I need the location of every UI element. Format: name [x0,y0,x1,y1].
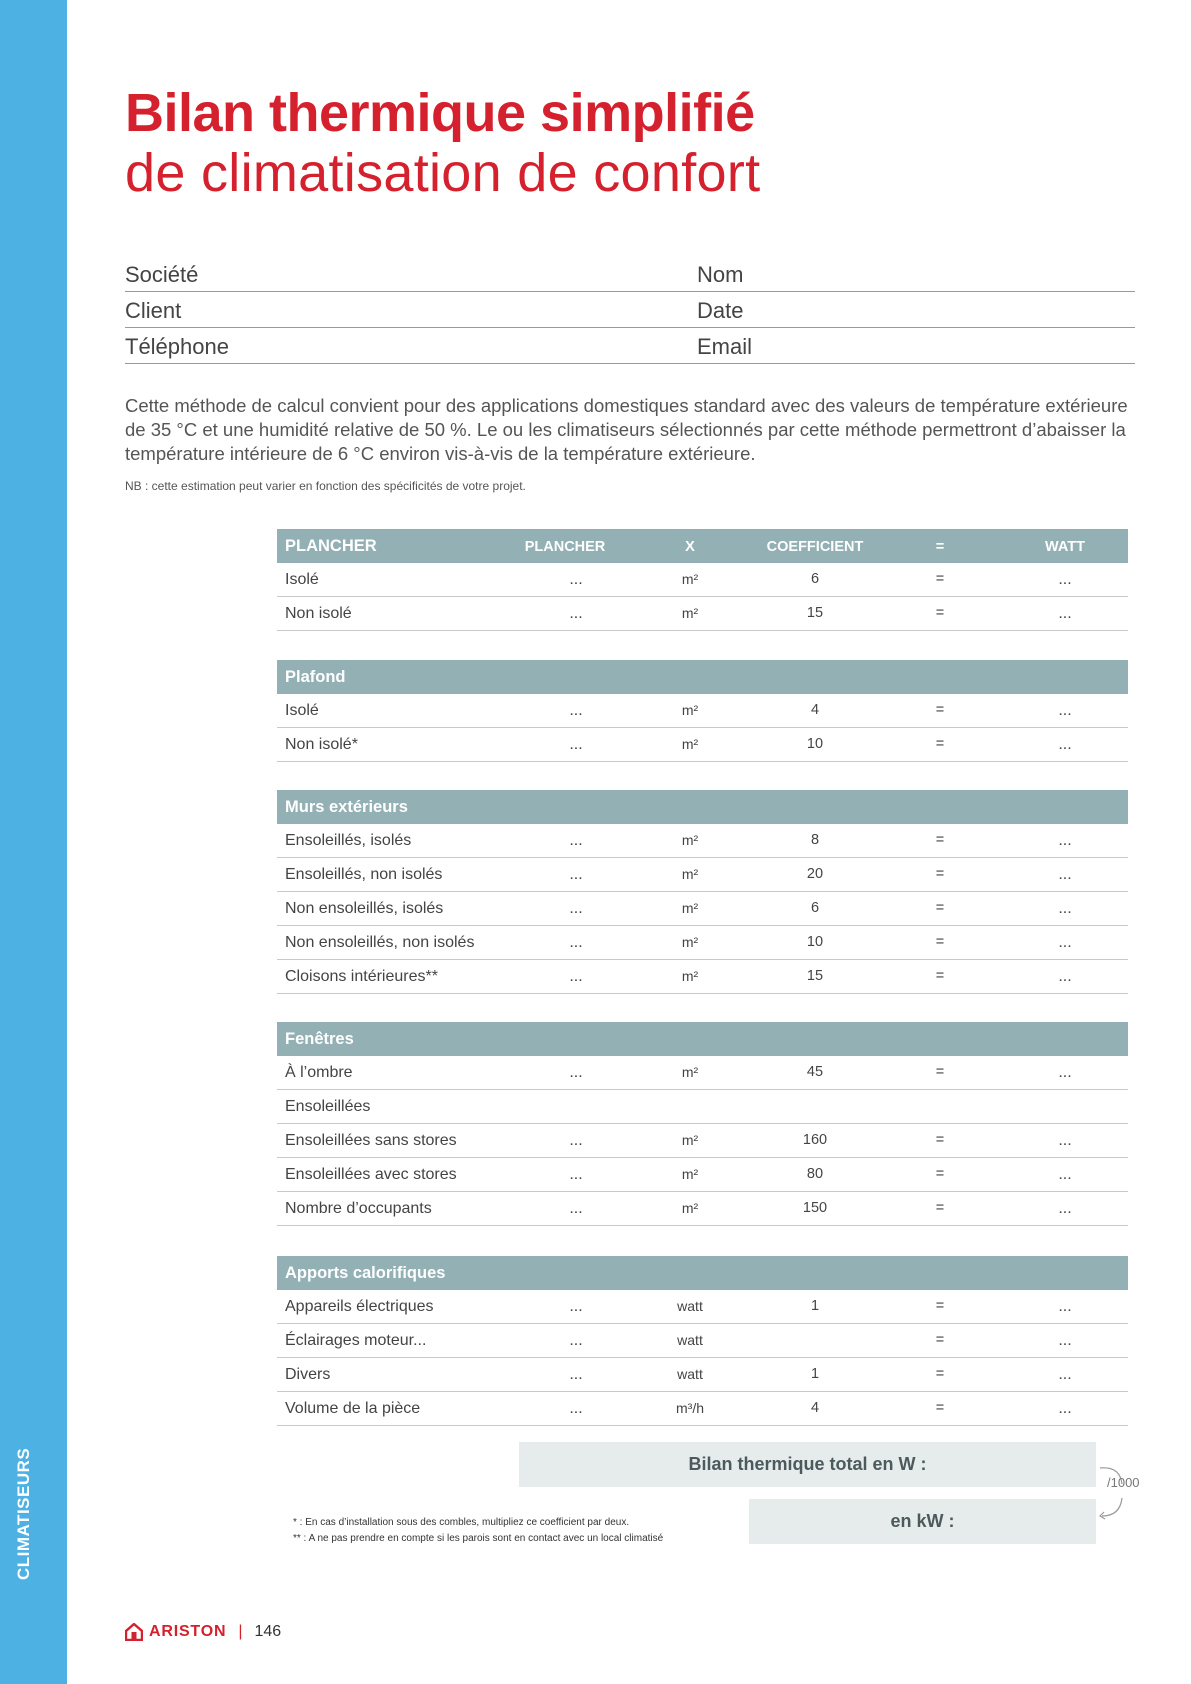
info-label-societe: Société [125,262,199,287]
footnote-2: ** : A ne pas prendre en compte si les parois sont en contact avec un local climatisé [293,1533,664,1544]
table-row [277,1324,1128,1358]
brand-footer [125,1620,281,1644]
row-equals: = [935,1332,945,1348]
info-label-email: Email [697,334,753,359]
row-watt-value: ... [1058,1298,1072,1315]
row-label: Ensoleillées sans stores [285,1132,457,1149]
table-row [277,1124,1128,1158]
row-equals: = [935,934,945,950]
footnote-1: * : En cas d’installation sous des combles, multipliez ce coefficient par deux. [293,1517,630,1528]
row-equals: = [935,1064,945,1080]
row-equals: = [935,571,945,587]
row-unit: watt [677,1332,703,1348]
row-equals: = [935,1132,945,1148]
row-equals: = [935,1366,945,1382]
row-input-value: ... [569,866,583,883]
row-unit: m² [681,832,699,848]
row-input-value: ... [569,1132,583,1149]
row-input-value: ... [569,736,583,753]
row-input-value: ... [569,605,583,622]
ariston-logo-icon [125,1623,143,1641]
row-watt-value: ... [1058,934,1072,951]
info-label-client: Client [125,298,182,323]
row-input-value: ... [569,1400,583,1417]
row-label: Divers [285,1366,331,1383]
row-equals: = [935,736,945,752]
side-label [14,1540,54,1580]
row-input-value: ... [569,1332,583,1349]
row-equals: = [935,968,945,984]
row-input-value: ... [569,1200,583,1217]
row-input-value: ... [569,1166,583,1183]
section-title: Murs extérieurs [285,798,408,816]
info-label-telephone: Téléphone [125,334,229,359]
row-unit: watt [677,1298,703,1314]
info-label-nom: Nom [697,262,744,287]
row-unit: m² [681,736,699,752]
row-equals: = [935,900,945,916]
row-watt-value: ... [1058,736,1072,753]
column-header-watt: WATT [1045,539,1085,555]
row-unit: m³/h [676,1400,704,1416]
table-row [277,892,1128,926]
section-header [277,1022,1128,1056]
table-row [277,563,1128,597]
row-label: Non isolé [285,605,352,622]
row-label: Ensoleillés, non isolés [285,866,443,883]
row-unit: m² [681,702,699,718]
column-header-x: X [685,539,695,555]
row-watt-value: ... [1058,605,1072,622]
total-watt-label: Bilan thermique total en W : [688,1454,927,1474]
row-coefficient: 45 [806,1064,824,1080]
row-watt-value: ... [1058,1166,1072,1183]
row-unit: m² [681,1166,699,1182]
row-coefficient: 80 [806,1166,824,1182]
row-coefficient: 1 [810,1366,820,1382]
row-unit: m² [681,1064,699,1080]
row-coefficient: 20 [806,866,824,882]
section-title: PLANCHER [285,537,377,555]
row-watt-value: ... [1058,571,1072,588]
row-input-value: ... [569,702,583,719]
row-input-value: ... [569,968,583,985]
table-row [277,597,1128,631]
row-coefficient: 6 [810,571,820,587]
row-unit: m² [681,571,699,587]
row-input-value: ... [569,900,583,917]
table-row [277,1056,1128,1090]
divide-arrow-icon [1090,1462,1130,1522]
row-input-value: ... [569,1064,583,1081]
table-row [277,728,1128,762]
table-row [277,858,1128,892]
divide-label: /1000 [1107,1475,1140,1490]
row-coefficient: 6 [810,900,820,916]
table-row [277,1290,1128,1324]
brand-name: ARISTON [149,1623,227,1640]
row-label: Ensoleillés, isolés [285,832,412,849]
row-watt-value: ... [1058,900,1072,917]
info-label-date: Date [697,298,744,323]
column-header-coefficient: COEFFICIENT [766,539,864,555]
row-label: Isolé [285,571,319,588]
info-row-client[interactable] [125,294,1135,328]
row-label: Volume de la pièce [285,1400,421,1417]
row-label: Non ensoleillés, isolés [285,900,444,917]
row-label: Nombre d’occupants [285,1200,432,1217]
row-label: Éclairages moteur... [285,1332,427,1349]
row-coefficient: 15 [806,605,824,621]
row-coefficient: 4 [810,702,820,718]
row-label: Non isolé* [285,736,358,753]
row-watt-value: ... [1058,1132,1072,1149]
page-subtitle: de climatisation de confort [125,143,761,203]
row-coefficient: 150 [802,1200,828,1216]
row-coefficient: 10 [806,934,824,950]
table-row [277,1158,1128,1192]
row-coefficient: 160 [802,1132,828,1148]
row-label: Non ensoleillés, non isolés [285,934,475,951]
row-label: Cloisons intérieures** [285,968,438,985]
row-input-value: ... [569,934,583,951]
row-input-value: ... [569,1298,583,1315]
row-coefficient: 4 [810,1400,820,1416]
row-watt-value: ... [1058,1400,1072,1417]
row-equals: = [935,1166,945,1182]
section-title: Plafond [285,668,346,686]
row-label: À l’ombre [285,1064,353,1081]
table-row [277,926,1128,960]
total-kw-label: en kW : [890,1511,955,1531]
row-watt-value: ... [1058,1200,1072,1217]
page-title: Bilan thermique simplifié [125,83,755,143]
row-equals: = [935,605,945,621]
row-watt-value: ... [1058,832,1072,849]
row-watt-value: ... [1058,1064,1072,1081]
row-coefficient: 10 [806,736,824,752]
info-row-societe[interactable] [125,258,1135,292]
brand-separator: | [238,1623,243,1640]
table-row [277,1392,1128,1426]
section-title: Fenêtres [285,1030,354,1048]
row-unit: m² [681,1200,699,1216]
row-watt-value: ... [1058,1366,1072,1383]
table-row [277,824,1128,858]
row-unit: watt [677,1366,703,1382]
section-header [277,660,1128,694]
row-watt-value: ... [1058,1332,1072,1349]
column-header-equals: = [935,539,945,555]
column-header-plancher: PLANCHER [524,539,606,555]
row-label: Ensoleillées avec stores [285,1166,457,1183]
section-title: Apports calorifiques [285,1264,446,1282]
row-input-value: ... [569,571,583,588]
table-row [277,1090,1128,1124]
row-equals: = [935,832,945,848]
table-row [277,1192,1128,1226]
row-equals: = [935,1200,945,1216]
row-input-value: ... [569,1366,583,1383]
row-unit: m² [681,866,699,882]
table-row [277,960,1128,994]
table-row [277,694,1128,728]
page-number: 146 [254,1623,282,1640]
row-coefficient: 1 [810,1298,820,1314]
row-unit: m² [681,605,699,621]
row-unit: m² [681,900,699,916]
section-header [277,1256,1128,1290]
total-kw-box[interactable] [749,1499,1096,1544]
side-bar [0,0,67,1684]
row-unit: m² [681,934,699,950]
intro-paragraph: Cette méthode de calcul convient pour des applications domestiques standard avec des valeurs de température extérieure de 35 °C et une humidité relative de 50 %. Le ou les climatiseurs sélectionnés par cette méthode permettront d’abaisser la température intérieure de 6 °C environ vis-à-vis de la température extérieure. [125,395,1128,464]
row-unit: m² [681,1132,699,1148]
row-coefficient: 15 [806,968,824,984]
row-coefficient: 8 [810,832,820,848]
section-header [277,790,1128,824]
row-label: Isolé [285,702,319,719]
row-label: Appareils électriques [285,1298,434,1315]
section-header [277,529,1128,563]
row-watt-value: ... [1058,702,1072,719]
total-watt-box[interactable] [519,1442,1096,1487]
row-input-value: ... [569,832,583,849]
row-equals: = [935,1400,945,1416]
info-row-telephone[interactable] [125,330,1135,364]
row-equals: = [935,866,945,882]
row-watt-value: ... [1058,866,1072,883]
row-equals: = [935,702,945,718]
row-label: Ensoleillées [285,1098,371,1115]
nb-note: NB : cette estimation peut varier en fonction des spécificités de votre projet. [125,479,526,493]
row-watt-value: ... [1058,968,1072,985]
table-row [277,1358,1128,1392]
row-unit: m² [681,968,699,984]
row-equals: = [935,1298,945,1314]
